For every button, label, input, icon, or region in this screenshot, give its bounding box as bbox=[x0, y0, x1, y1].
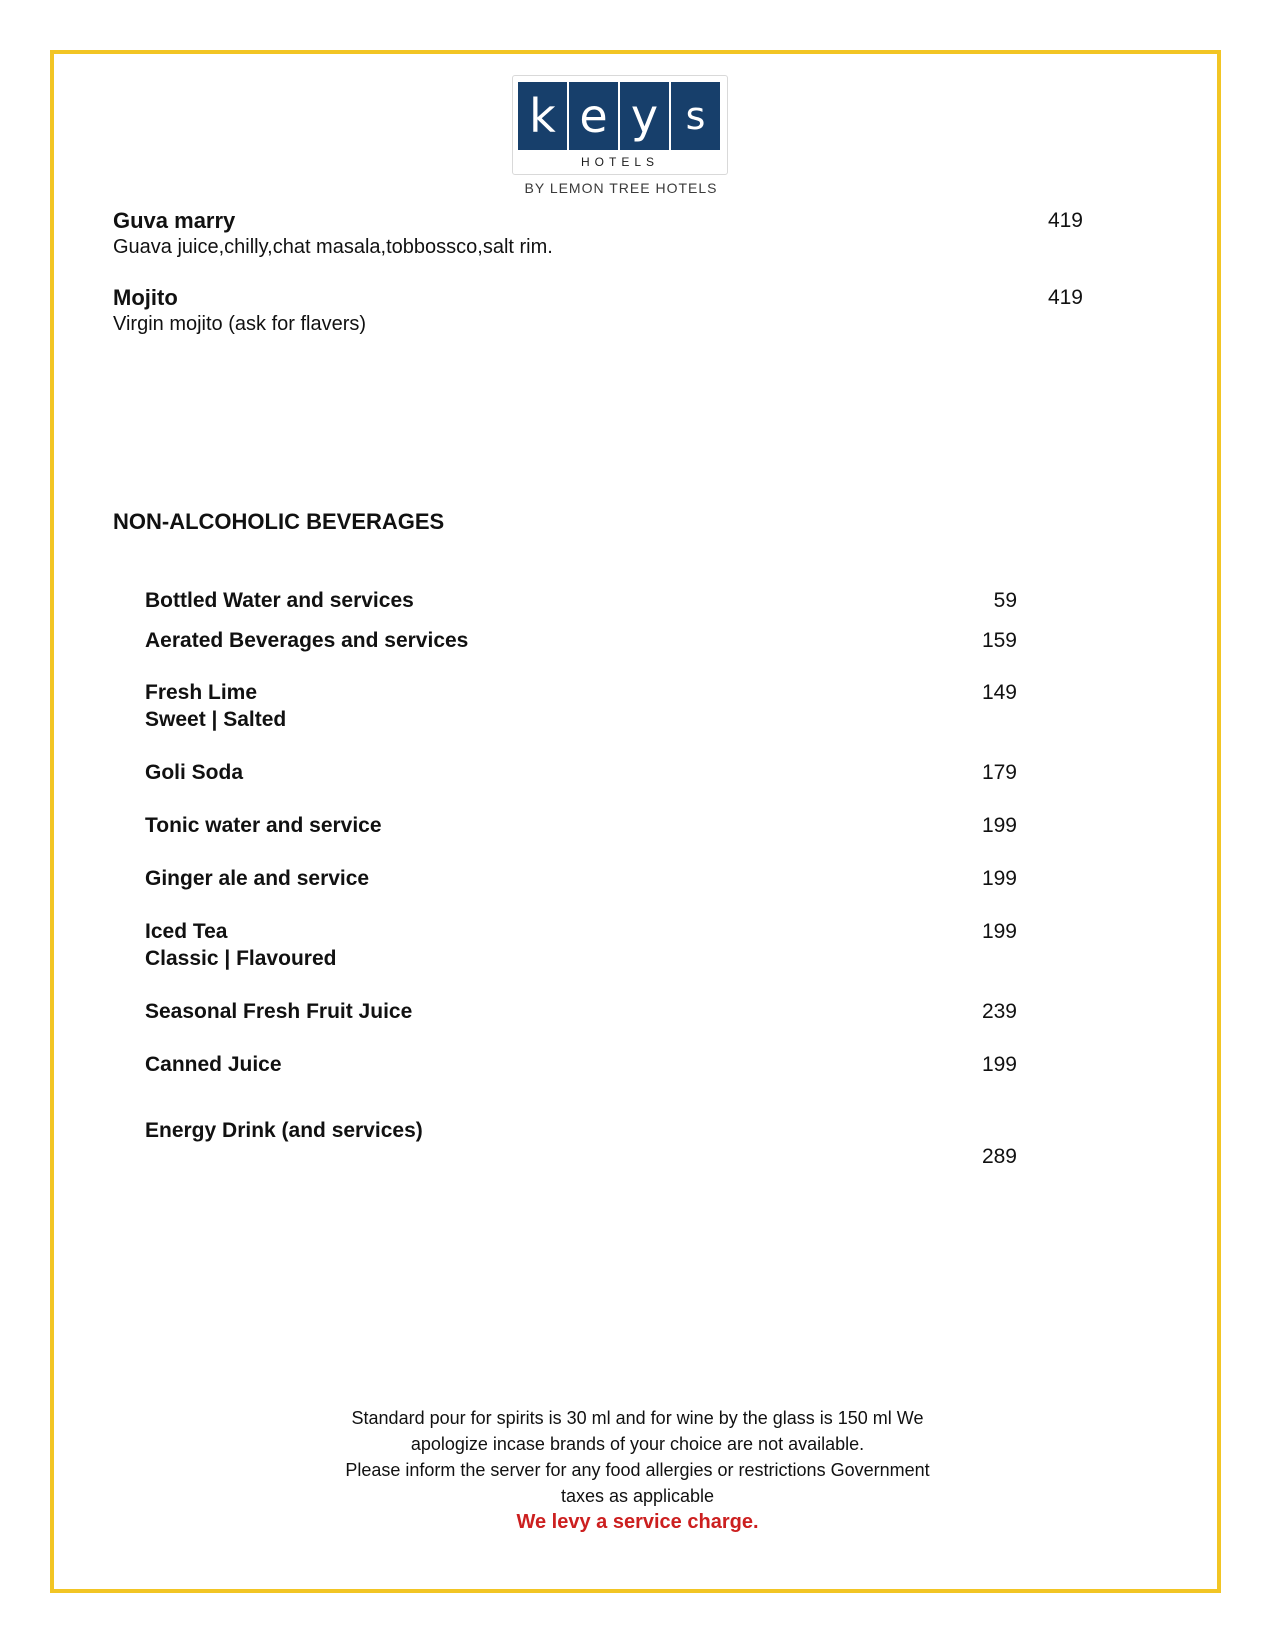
beverage-item bbox=[145, 679, 1017, 733]
item-price: 419 bbox=[1047, 286, 1083, 309]
beverage-price: 199 bbox=[981, 920, 1017, 943]
beverage-price: 289 bbox=[981, 1145, 1017, 1168]
beverage-name: Tonic water and service bbox=[145, 814, 382, 837]
logo-letter-s: s bbox=[671, 82, 720, 150]
menu-item-guva-marry bbox=[113, 208, 1083, 260]
item-description: Guava juice,chilly,chat masala,tobbossco,salt rim. bbox=[113, 236, 553, 258]
footer-note-taxes: taxes as applicable bbox=[560, 1486, 715, 1506]
beverage-name: Seasonal Fresh Fruit Juice bbox=[145, 1000, 413, 1023]
beverage-name: Aerated Beverages and services bbox=[145, 629, 469, 652]
beverage-item bbox=[145, 627, 1017, 654]
footer-note-brands: apologize incase brands of your choice are not available. bbox=[410, 1434, 865, 1454]
beverage-item bbox=[145, 587, 1017, 614]
footer-note-allergies: Please inform the server for any food allergies or restrictions Government bbox=[345, 1460, 930, 1480]
beverage-item bbox=[145, 1051, 1017, 1078]
beverage-item bbox=[145, 918, 1017, 972]
beverage-price: 159 bbox=[981, 629, 1017, 652]
section-title: NON-ALCOHOLIC BEVERAGES bbox=[113, 509, 445, 534]
beverage-item bbox=[145, 1117, 1017, 1168]
beverage-name: Ginger ale and service bbox=[145, 867, 370, 890]
beverage-name: Bottled Water and services bbox=[145, 589, 414, 612]
beverage-price: 179 bbox=[981, 761, 1017, 784]
service-charge-notice: We levy a service charge. bbox=[516, 1511, 759, 1533]
logo-card bbox=[512, 75, 728, 175]
beverage-price: 239 bbox=[981, 1000, 1017, 1023]
beverage-item bbox=[145, 865, 1017, 892]
beverage-price: 59 bbox=[993, 589, 1017, 612]
logo-letter-k: k bbox=[518, 82, 567, 150]
beverage-item bbox=[145, 998, 1017, 1025]
beverage-name: Goli Soda bbox=[145, 761, 244, 784]
beverage-name: Fresh Lime bbox=[145, 681, 258, 704]
beverage-price: 149 bbox=[981, 681, 1017, 704]
logo-tagline: BY LEMON TREE HOTELS bbox=[524, 180, 718, 196]
logo-letter-y: y bbox=[620, 82, 669, 150]
beverage-item bbox=[145, 812, 1017, 839]
beverage-variants: Classic | Flavoured bbox=[145, 947, 337, 970]
item-name: Mojito bbox=[113, 285, 178, 310]
logo-hotels-text: HOTELS bbox=[580, 155, 659, 169]
logo-letter-e: e bbox=[569, 82, 618, 150]
menu-item-mojito bbox=[113, 285, 1083, 337]
item-price: 419 bbox=[1047, 209, 1083, 232]
beverage-name: Canned Juice bbox=[145, 1053, 282, 1076]
beverage-price: 199 bbox=[981, 1053, 1017, 1076]
beverage-item bbox=[145, 759, 1017, 786]
beverage-name: Energy Drink (and services) bbox=[145, 1119, 423, 1142]
item-name: Guva marry bbox=[113, 208, 236, 233]
beverage-variants: Sweet | Salted bbox=[145, 708, 287, 731]
item-description: Virgin mojito (ask for flavers) bbox=[113, 313, 367, 335]
keys-hotels-logo bbox=[512, 75, 730, 196]
menu-footer-notes bbox=[300, 1405, 975, 1535]
footer-note-pour: Standard pour for spirits is 30 ml and for wine by the glass is 150 ml We bbox=[351, 1408, 924, 1428]
logo-letters bbox=[518, 82, 720, 150]
beverage-price: 199 bbox=[981, 867, 1017, 890]
beverage-price: 199 bbox=[981, 814, 1017, 837]
beverage-name: Iced Tea bbox=[145, 920, 228, 943]
